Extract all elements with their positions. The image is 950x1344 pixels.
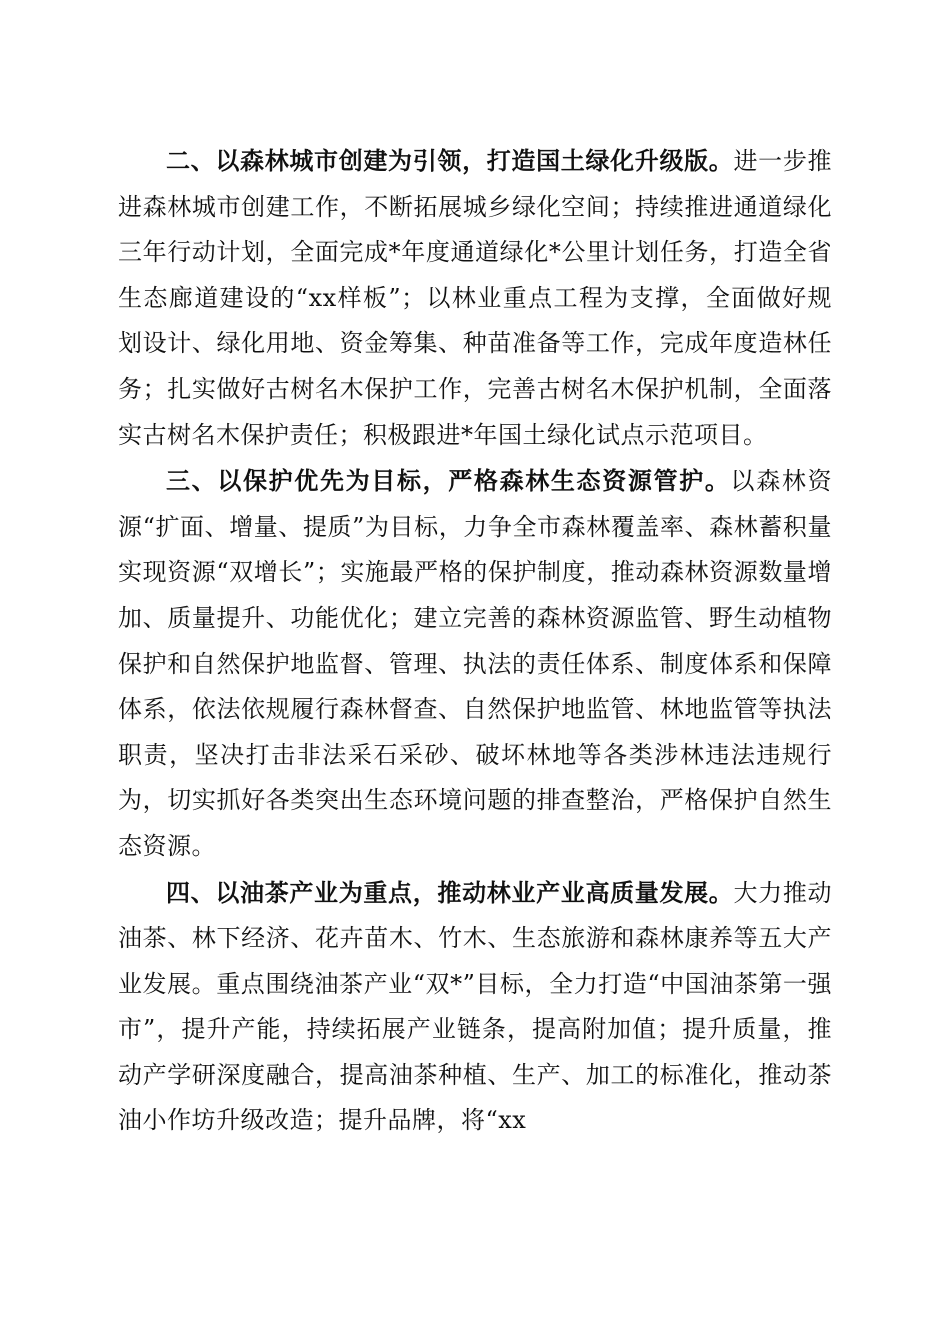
document-body: [118, 138, 832, 1144]
section-paragraph-3: [118, 458, 832, 869]
section-heading: 二、以森林城市创建为引领，打造国土绿化升级版。: [166, 146, 734, 175]
section-paragraph-2: [118, 138, 832, 458]
section-paragraph-4: [118, 870, 832, 1145]
section-body: 大力推动油茶、林下经济、花卉苗木、竹木、生态旅游和森林康养等五大产业发展。重点围绕油茶产业“双*”目标，全力打造“中国油茶第一强市”，提升产能，持续拓展产业链条，提高附加值；提升质量，推动产学研深度融合，提高油茶种植、生产、加工的标准化，推动茶油小作坊升级改造；提升品牌，将“xx: [118, 878, 833, 1135]
section-heading: 四、以油茶产业为重点，推动林业产业高质量发展。: [166, 877, 734, 907]
section-heading: 三、以保护优先为目标，严格森林生态资源管护。: [166, 466, 731, 496]
section-body: 进一步推进森林城市创建工作，不断拓展城乡绿化空间；持续推进通道绿化三年行动计划，全面完成*年度通道绿化*公里计划任务，打造全省生态廊道建设的“xx样板”；以林业重点工程为支撑，全面做好规划设计、绿化用地、资金筹集、种苗准备等工作，完成年度造林任务；扎实做好古树名木保护工作，完善古树名木保护机制，全面落实古树名木保护责任；积极跟进*年国土绿化试点示范项目。: [118, 147, 833, 449]
section-body: 以森林资源“扩面、增量、提质”为目标，力争全市森林覆盖率、森林蓄积量实现资源“双增长”；实施最严格的保护制度，推动森林资源数量增加、质量提升、功能优化；建立完善的森林资源监管、野生动植物保护和自然保护地监督、管理、执法的责任体系、制度体系和保障体系，依法依规履行森林督查、自然保护地监管、林地监管等执法职责，坚决打击非法采石采砂、破坏林地等各类涉林违法违规行为，切实抓好各类突出生态环境问题的排查整治，严格保护自然生态资源。: [118, 467, 833, 860]
